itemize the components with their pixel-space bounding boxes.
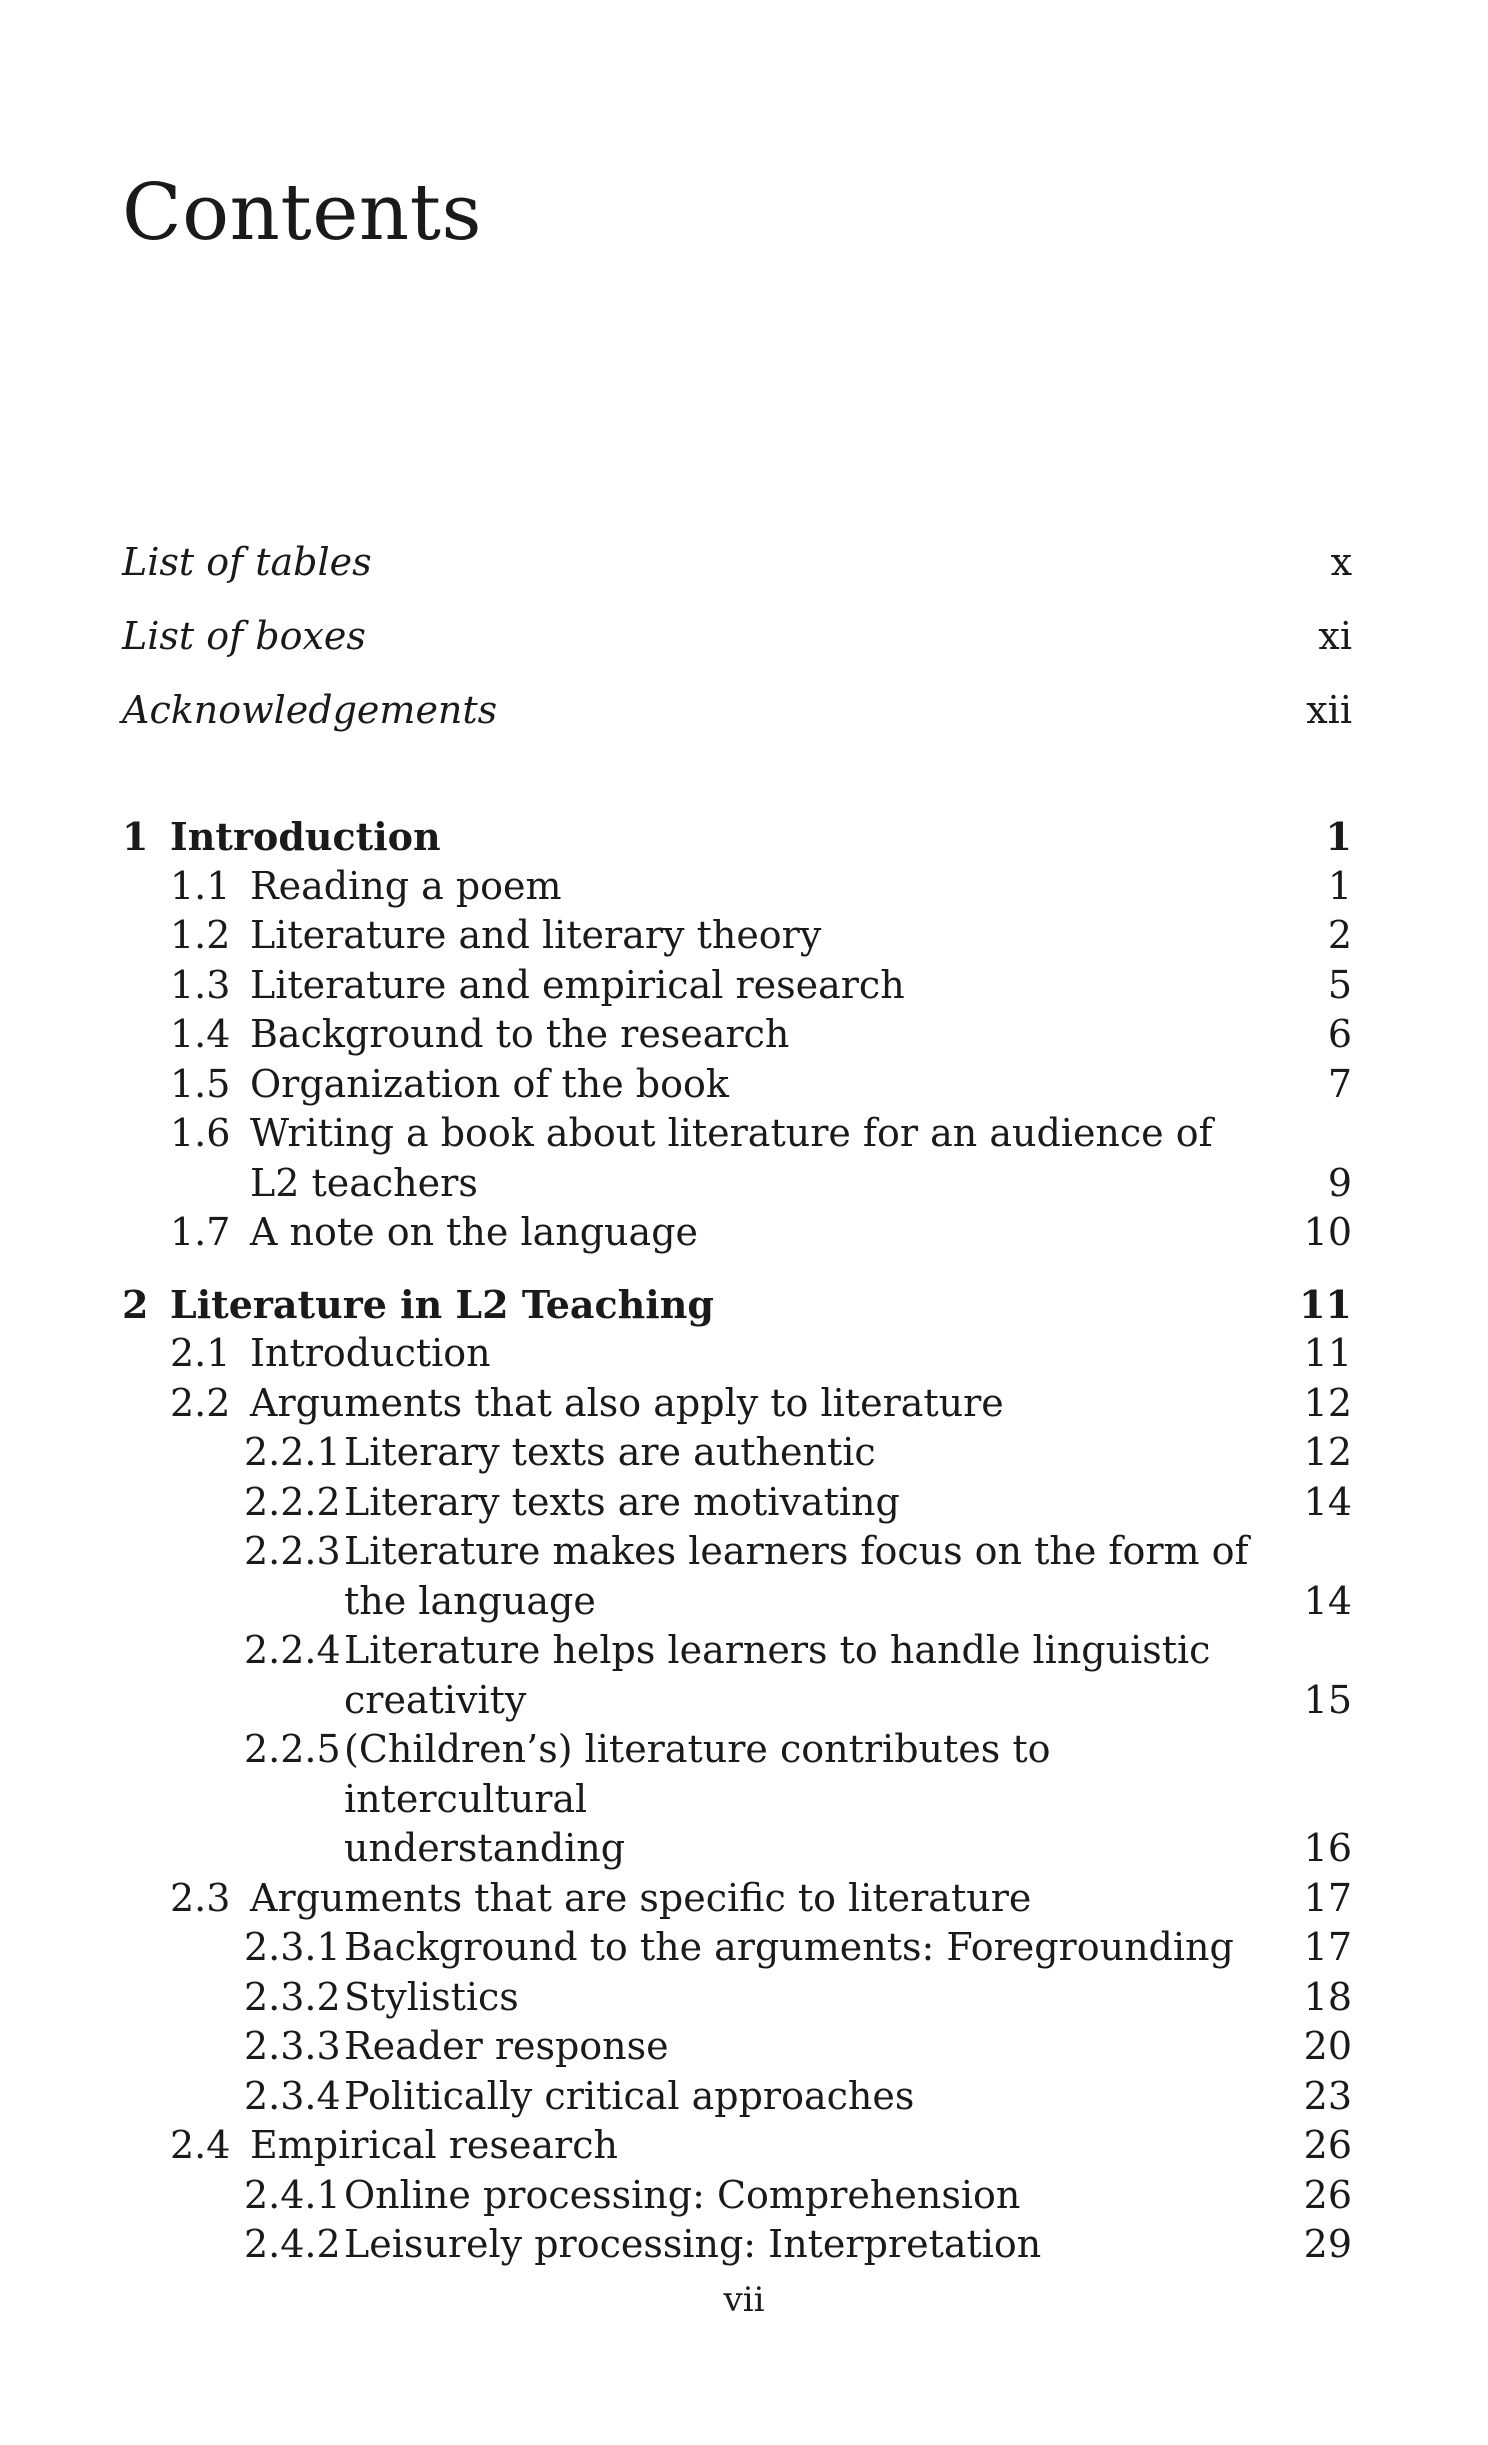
toc-chapter-heading[interactable] [122,1280,1352,1330]
toc-entry-label-line: Reading a poem [250,863,562,908]
toc-entry-page: xi [1318,614,1352,658]
toc-entry-label [344,1725,1292,1874]
toc-entry-number: 2.1 [170,1331,231,1375]
toc-section-entry[interactable] [122,2121,1352,2171]
toc-entry-page: 9 [1327,1160,1352,1205]
toc-entry-page: 14 [1303,1479,1352,1524]
toc-entry-number: 2.2.4 [244,1628,341,1672]
toc-entry-label [250,1874,1292,1924]
toc-subsection-entry[interactable] [122,1626,1352,1725]
toc-entry-label [250,862,1292,912]
toc-subsection-entry[interactable] [122,2072,1352,2122]
toc-section-entry[interactable] [122,1379,1352,1429]
toc-entry-list-of-tables[interactable] [122,540,1352,614]
toc-section-entry[interactable] [122,1060,1352,1110]
toc-entry-page: 29 [1303,2222,1352,2266]
toc-entry-label [344,2220,1292,2270]
toc-entry-label-line: Literature and literary theory [250,913,822,957]
toc-entry-number: 2.4.1 [244,2172,341,2217]
toc-entry-number: 2.2.2 [244,1479,341,1524]
toc-entry-label: List of boxes [122,614,366,658]
toc-entry-number: 2.2 [170,1380,231,1425]
toc-entry-label-line: understanding [344,1826,626,1870]
toc-entry-label [250,1060,1292,1110]
toc-subsection-entry[interactable] [122,1725,1352,1874]
toc-entry-page: 2 [1327,913,1352,957]
toc-entry-label-line: Literary texts are authentic [344,1430,876,1474]
chapter-block [122,1280,1352,2270]
toc-entry-number: 1.4 [170,1012,231,1056]
toc-entry-acknowledgements[interactable] [122,688,1352,762]
toc-entry-page: 12 [1303,1430,1352,1474]
toc-section-entry[interactable] [122,1109,1352,1208]
toc-entry-label [250,1109,1292,1208]
toc-entry-number: 2.4.2 [244,2222,341,2266]
toc-entry-label [250,1329,1292,1379]
toc-subsection-entry[interactable] [122,1923,1352,1973]
toc-entry-page: 12 [1303,1380,1352,1425]
toc-entry-number: 2.3.2 [244,1974,341,2019]
toc-entry-page: 1 [1327,863,1352,908]
toc-entry-page: 11 [1303,1331,1352,1375]
toc-entry-page: 11 [1299,1281,1352,1327]
toc-entry-number: 2.3 [170,1875,231,1920]
toc-entry-label-line: A note on the language [250,1210,699,1254]
toc-section-entry[interactable] [122,1208,1352,1258]
toc-entry-label-line: Background to the arguments: Foregrounding [344,1925,1234,1969]
toc-entry-number: 1.7 [170,1210,231,1254]
toc-entry-label-line: Stylistics [344,1974,519,2019]
page-number: vii [723,2280,765,2320]
toc-entry-label-line: Background to the research [250,1012,790,1056]
toc-entry-page: 17 [1303,1875,1352,1920]
toc-entry-label [344,1527,1292,1626]
toc-entry-label-line: Reader response [344,2024,669,2068]
toc-entry-page: 14 [1303,1578,1352,1623]
toc-entry-label-line: Arguments that are specific to literature [250,1875,1032,1920]
toc-section-entry[interactable] [122,911,1352,961]
toc-entry-page: 17 [1303,1925,1352,1969]
toc-entry-label-line: Writing a book about literature for an audience of [250,1111,1213,1155]
toc-entry-label-line: Literature helps learners to handle linguistic [344,1628,1211,1672]
toc-entry-number: 2.4 [170,2123,231,2167]
toc-entry-number: 2 [122,1281,149,1327]
toc-entry-page: 18 [1303,1974,1352,2019]
toc-entry-page: xii [1306,688,1352,732]
toc-entry-label-line: (Children’s) literature contributes to intercultural [344,1727,1051,1821]
toc-entry-page: 20 [1303,2024,1352,2068]
toc-entry-number: 2.3.4 [244,2073,341,2118]
front-matter-list [122,540,1352,762]
toc-entry-label-line: Introduction [250,1331,491,1375]
toc-subsection-entry[interactable] [122,1428,1352,1478]
toc-section-entry[interactable] [122,1010,1352,1060]
toc-entry-page: 26 [1303,2123,1352,2167]
toc-entry-label: List of tables [122,540,372,584]
toc-entry-list-of-boxes[interactable] [122,614,1352,688]
toc-subsection-entry[interactable] [122,1478,1352,1528]
toc-entry-label-line: Arguments that also apply to literature [250,1380,1004,1425]
toc-entry-page: 26 [1303,2172,1352,2217]
toc-entry-page: 16 [1303,1826,1352,1870]
toc-subsection-entry[interactable] [122,2022,1352,2072]
toc-entry-page: 15 [1303,1677,1352,1722]
toc-entry-number: 2.2.5 [244,1727,341,1771]
chapter-list [122,812,1352,2292]
toc-entry-label [344,2171,1292,2221]
toc-section-entry[interactable] [122,1874,1352,1924]
toc-entry-label [344,1973,1292,2023]
toc-entry-label-line: Empirical research [250,2123,618,2167]
toc-section-entry[interactable] [122,961,1352,1011]
toc-entry-label [250,1379,1292,1429]
toc-subsection-entry[interactable] [122,2220,1352,2270]
toc-entry-label-line: Literary texts are motivating [344,1479,900,1524]
toc-entry-number: 2.3.3 [244,2024,341,2068]
toc-entry-label: Literature in L2 Teaching [170,1281,714,1327]
toc-entry-label [344,2022,1292,2072]
toc-entry-number: 1 [122,814,149,859]
toc-subsection-entry[interactable] [122,1973,1352,2023]
toc-entry-label-line: creativity [344,1677,527,1722]
toc-entry-label [250,1010,1292,1060]
toc-entry-label [344,1428,1292,1478]
toc-entry-number: 2.3.1 [244,1925,341,1969]
toc-entry-label [250,911,1292,961]
toc-entry-label [344,1923,1292,1973]
toc-entry-page: 1 [1325,814,1352,859]
toc-section-entry[interactable] [122,862,1352,912]
toc-entry-page: 23 [1303,2073,1352,2118]
toc-entry-number: 1.1 [170,863,231,908]
toc-entry-label-line: Politically critical approaches [344,2073,915,2118]
toc-entry-label [344,2072,1292,2122]
toc-entry-page: 6 [1327,1012,1352,1056]
toc-subsection-entry[interactable] [122,1527,1352,1626]
toc-entry-label [250,2121,1292,2171]
toc-entry-label: Introduction [170,814,441,859]
toc-chapter-heading[interactable] [122,812,1352,862]
toc-entry-label-line: Literature and empirical research [250,962,905,1007]
toc-entry-number: 1.2 [170,913,231,957]
toc-entry-label [344,1478,1292,1528]
toc-entry-label-line: Leisurely processing: Interpretation [344,2222,1042,2266]
toc-entry-number: 2.2.1 [244,1430,341,1474]
page-title: Contents [122,168,482,258]
toc-entry-number: 1.3 [170,962,231,1007]
toc-entry-label-line: the language [344,1578,596,1623]
toc-entry-label [250,961,1292,1011]
toc-entry-label [250,1208,1292,1258]
chapter-block [122,812,1352,1258]
toc-entry-label-line: Organization of the book [250,1061,729,1106]
toc-entry-page: 10 [1303,1210,1352,1254]
toc-section-entry[interactable] [122,1329,1352,1379]
toc-entry-label-line: Literature makes learners focus on the form of [344,1529,1249,1573]
toc-entry-page: 7 [1327,1061,1352,1106]
toc-entry-number: 1.6 [170,1111,231,1155]
toc-entry-page: x [1330,540,1352,584]
toc-entry-label: Acknowledgements [122,688,498,732]
toc-entry-page: 5 [1327,962,1352,1007]
toc-subsection-entry[interactable] [122,2171,1352,2221]
toc-entry-number: 1.5 [170,1061,231,1106]
toc-entry-label-line: L2 teachers [250,1160,478,1205]
toc-entry-label [344,1626,1292,1725]
toc-entry-label-line: Online processing: Comprehension [344,2172,1021,2217]
toc-entry-number: 2.2.3 [244,1529,341,1573]
